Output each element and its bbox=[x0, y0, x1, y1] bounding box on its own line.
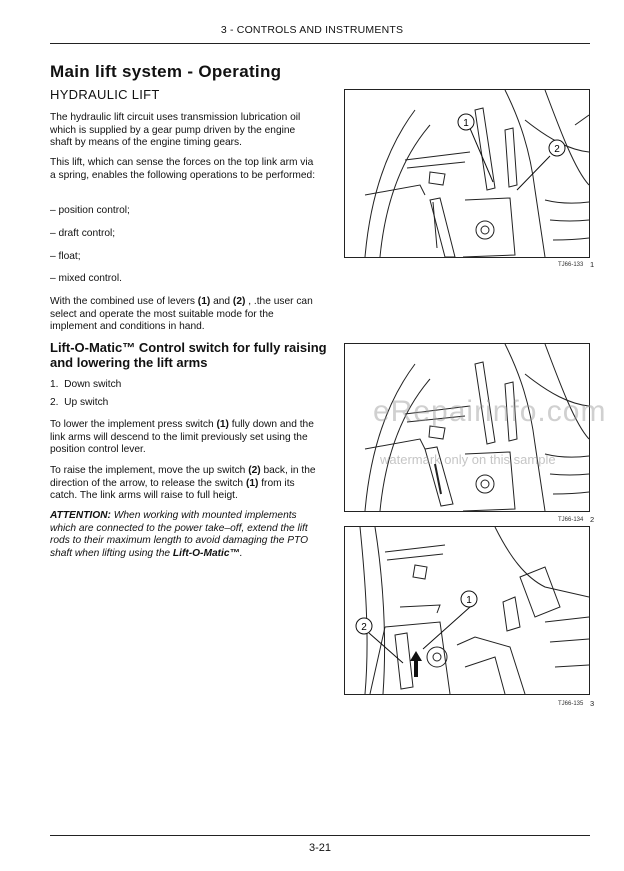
numbered-item: 1. Down switch bbox=[50, 379, 122, 390]
svg-text:2: 2 bbox=[554, 144, 560, 155]
page-number: 3-21 bbox=[308, 842, 332, 854]
figure-code: TJ66-135 bbox=[558, 701, 584, 707]
figure-number: 2 bbox=[590, 515, 595, 524]
callout-1 bbox=[458, 114, 474, 130]
paragraph: To lower the implement press switch (1) fully down and the link arms will descend to the limit previously set using the position control lever. bbox=[50, 419, 314, 456]
paragraph: The hydraulic lift circuit uses transmission lubrication oil which is supplied by a gear pump driven by the engine shaft by means of the engine timing gears. bbox=[50, 112, 301, 149]
callout-2 bbox=[356, 618, 372, 634]
watermark-sub: watermark only on this sample bbox=[380, 452, 556, 467]
section-header: 3 - CONTROLS AND INSTRUMENTS bbox=[220, 24, 404, 36]
figure-number: 1 bbox=[590, 260, 595, 269]
figure-3 bbox=[344, 526, 590, 695]
list-item: – draft control; bbox=[50, 228, 116, 239]
attention-note: ATTENTION: When working with mounted implements which are connected to the power take–off, extend the lift rods to their maximum length to avoid damaging the PTO shaft when lifting using the Lift-O-Matic™. bbox=[50, 510, 309, 559]
subsection-title: HYDRAULIC LIFT bbox=[50, 87, 160, 102]
watermark-main: eRepairinfo.com bbox=[373, 395, 607, 428]
figure-1 bbox=[344, 89, 590, 258]
figure-code: TJ66-134 bbox=[558, 517, 584, 523]
figure-1-illustration bbox=[345, 90, 589, 257]
figure-number: 3 bbox=[590, 699, 595, 708]
footer-rule bbox=[50, 835, 590, 836]
list-item: – mixed control. bbox=[50, 273, 122, 284]
figure-3-illustration bbox=[345, 527, 589, 694]
paragraph: This lift, which can sense the forces on the top link arm via a spring, enables the following operations to be performed: bbox=[50, 157, 316, 181]
numbered-item: 2. Up switch bbox=[50, 397, 109, 408]
svg-text:2: 2 bbox=[361, 622, 367, 633]
paragraph: With the combined use of levers (1) and (2) , .the user can select and operate the most suitable mode for the implement and conditions in hand. bbox=[50, 296, 313, 333]
callout-2 bbox=[549, 140, 565, 156]
callout-1 bbox=[461, 591, 477, 607]
page-title: Main lift system - Operating bbox=[50, 62, 282, 81]
svg-text:1: 1 bbox=[466, 595, 472, 606]
figure-code: TJ66-133 bbox=[558, 262, 584, 268]
header-rule bbox=[50, 43, 590, 44]
paragraph: To raise the implement, move the up switch (2) back, in the direction of the arrow, to release the switch (1) from its catch. The link arms will raise to full heigt. bbox=[50, 465, 316, 502]
svg-text:1: 1 bbox=[463, 118, 469, 129]
section-heading: Lift-O-Matic™ Control switch for fully raising and lowering the lift arms bbox=[50, 340, 327, 370]
list-item: – float; bbox=[50, 251, 81, 262]
list-item: – position control; bbox=[50, 205, 130, 216]
